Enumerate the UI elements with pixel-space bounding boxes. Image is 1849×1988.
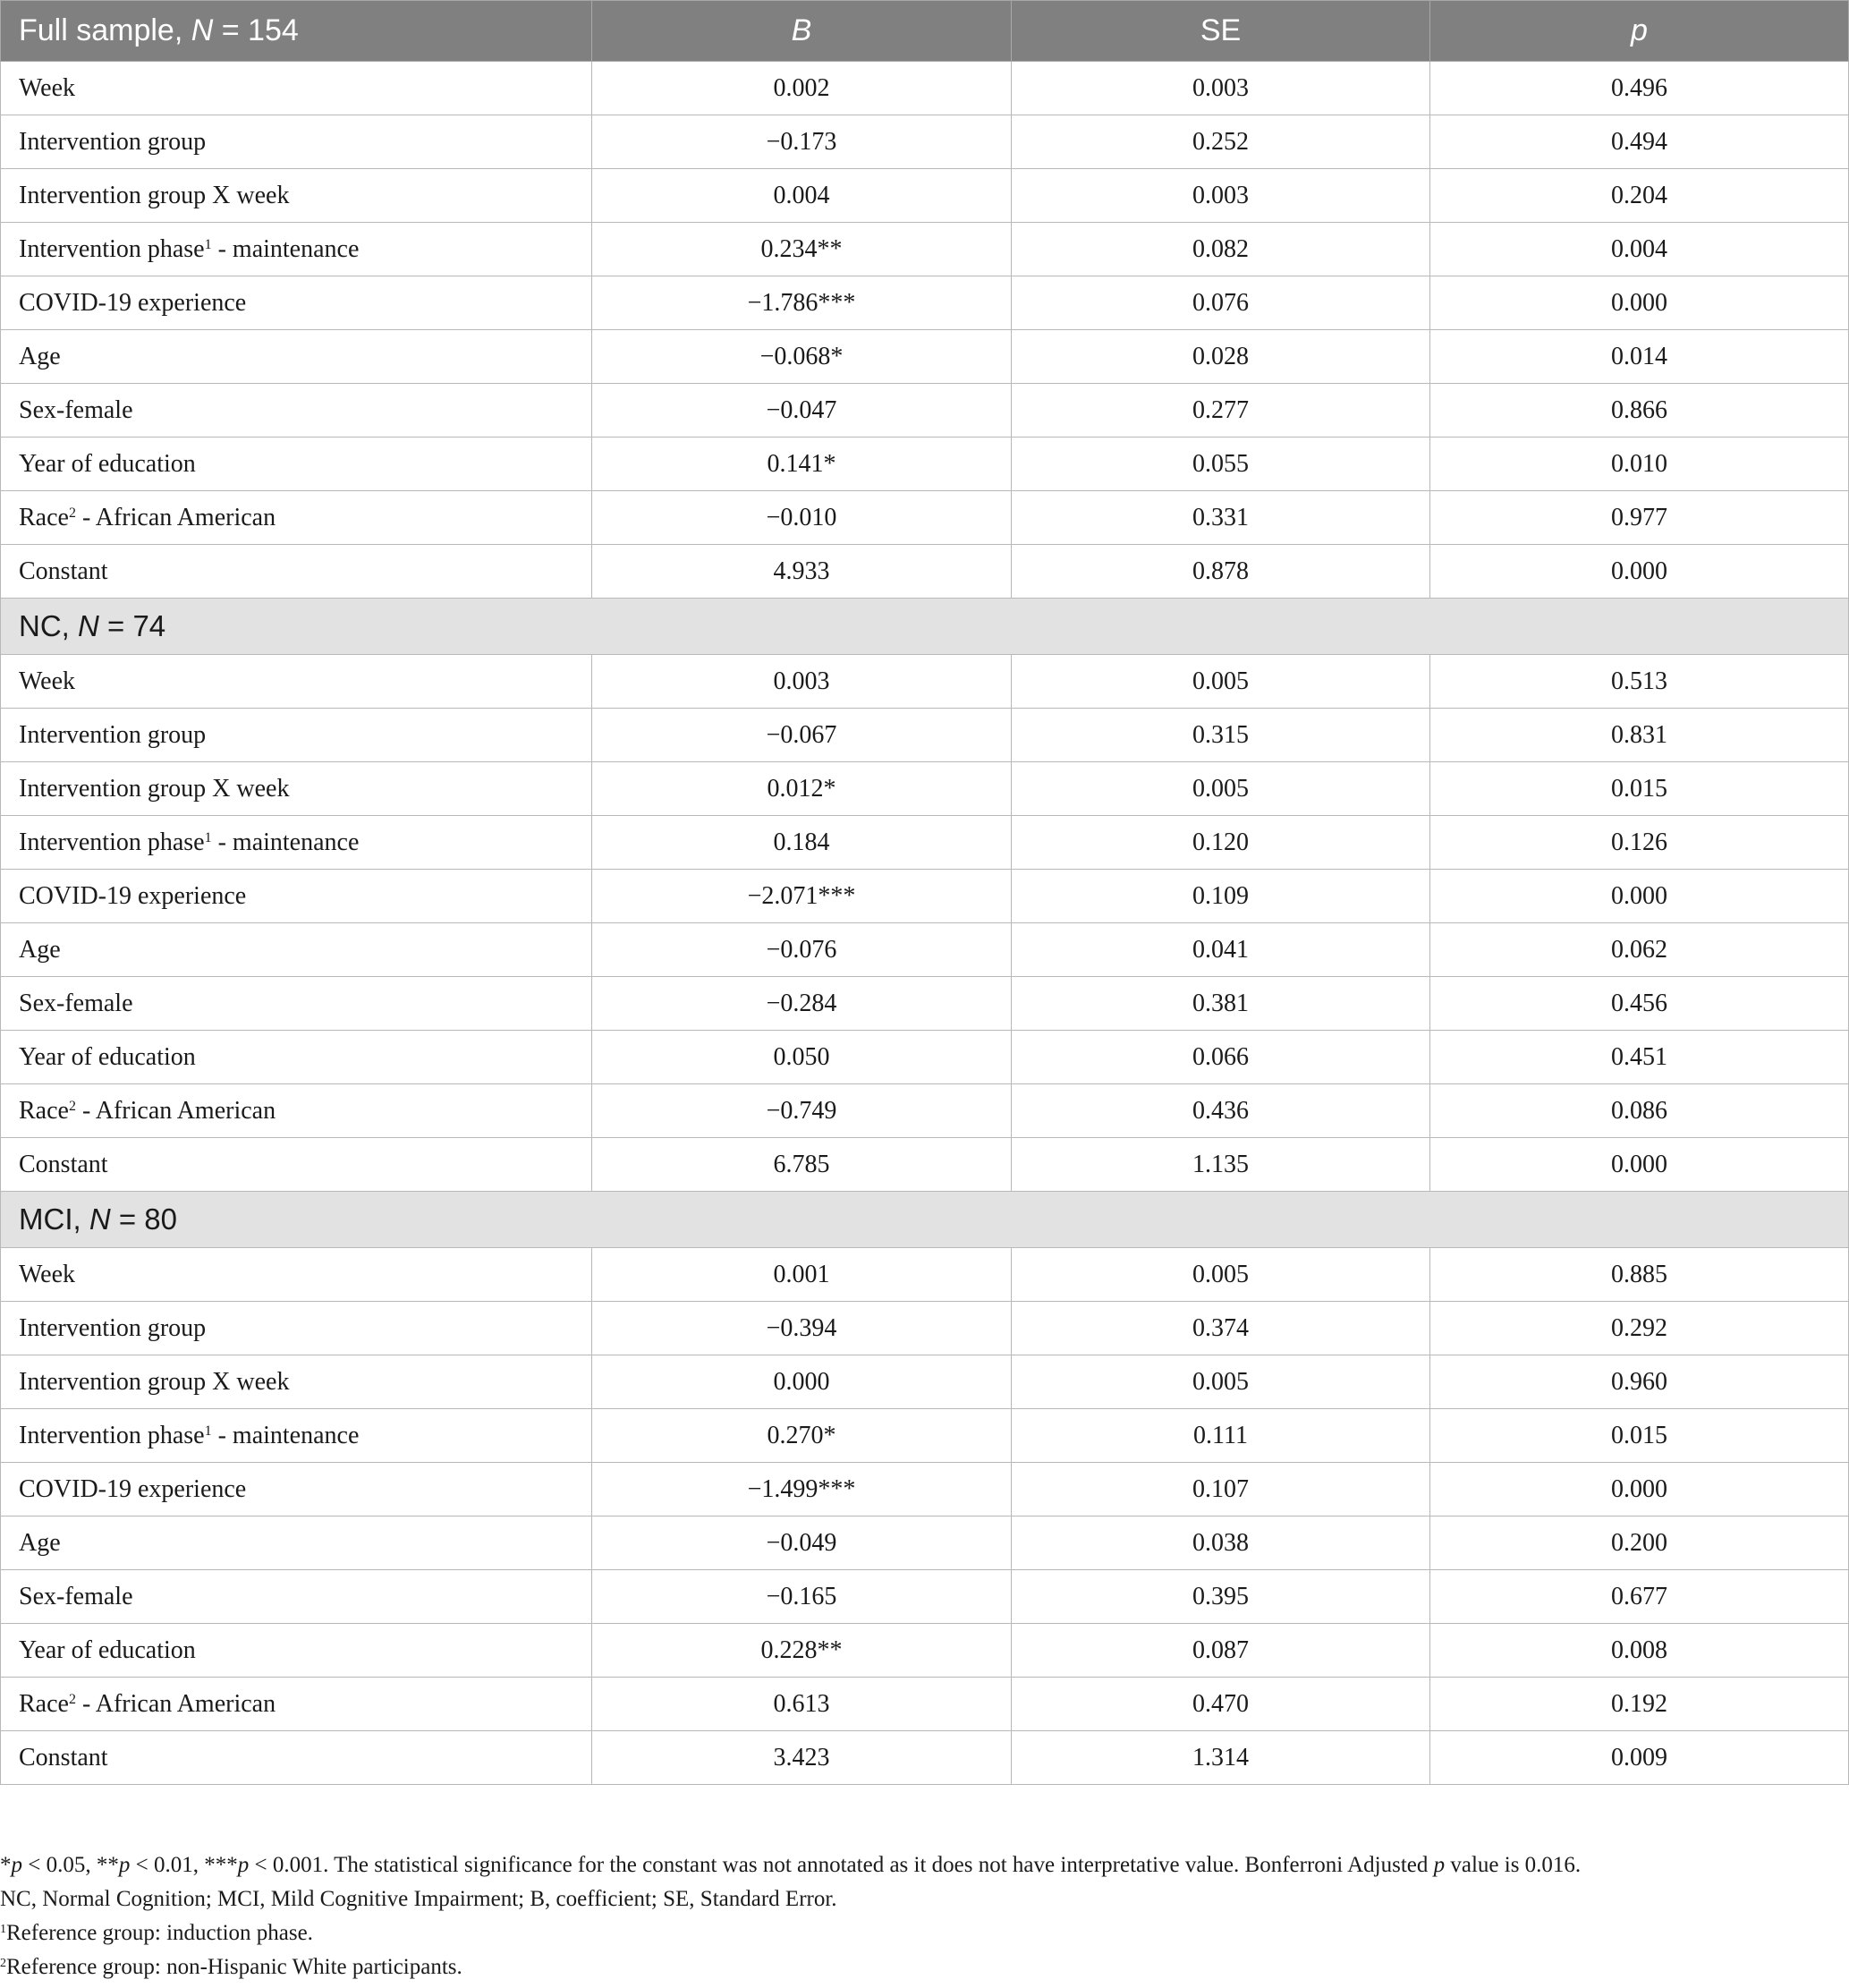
table-row bbox=[1, 870, 1849, 923]
cell-b: 0.234** bbox=[592, 223, 1012, 276]
row-label: Race$^2$ - African American bbox=[1, 1084, 592, 1138]
cell-p: 0.677 bbox=[1430, 1570, 1849, 1624]
table-row bbox=[1, 1138, 1849, 1192]
cell-b: 0.141* bbox=[592, 438, 1012, 491]
row-label: Race$^2$ - African American bbox=[1, 1678, 592, 1731]
significance-note: *p < 0.05, **p < 0.01, ***p < 0.001. The statistical significance for the constant was not annotated as it does not have interpretative value. Bonferroni Adjusted p value is 0.016. bbox=[0, 1853, 1582, 1877]
cell-se: 0.076 bbox=[1012, 276, 1430, 330]
cell-p: 0.086 bbox=[1430, 1084, 1849, 1138]
table-row bbox=[1, 545, 1849, 599]
cell-p: 0.513 bbox=[1430, 655, 1849, 709]
cell-se: 0.005 bbox=[1012, 655, 1430, 709]
cell-se: 0.374 bbox=[1012, 1302, 1430, 1355]
cell-p: 0.292 bbox=[1430, 1302, 1849, 1355]
table-row bbox=[1, 1678, 1849, 1731]
cell-se: 0.003 bbox=[1012, 169, 1430, 223]
row-label: Intervention phase$^1$ - maintenance bbox=[1, 1409, 592, 1463]
cell-p: 0.062 bbox=[1430, 923, 1849, 977]
cell-b: 3.423 bbox=[592, 1731, 1012, 1785]
row-label: Sex-female bbox=[1, 977, 592, 1031]
table-row bbox=[1, 1248, 1849, 1302]
cell-p: 0.015 bbox=[1430, 762, 1849, 816]
cell-se: 0.395 bbox=[1012, 1570, 1430, 1624]
group-header-row bbox=[1, 599, 1849, 655]
row-label: COVID-19 experience bbox=[1, 276, 592, 330]
row-label: Intervention group bbox=[1, 1302, 592, 1355]
cell-p: 0.831 bbox=[1430, 709, 1849, 762]
cell-se: 0.109 bbox=[1012, 870, 1430, 923]
cell-p: 0.960 bbox=[1430, 1355, 1849, 1409]
header-b: B bbox=[592, 1, 1012, 62]
row-label: Race$^2$ - African American bbox=[1, 491, 592, 545]
cell-p: 0.008 bbox=[1430, 1624, 1849, 1678]
cell-se: 0.878 bbox=[1012, 545, 1430, 599]
cell-b: 0.050 bbox=[592, 1031, 1012, 1084]
group-title: NC, N = 74 bbox=[1, 599, 1849, 655]
row-label: Intervention phase$^1$ - maintenance bbox=[1, 223, 592, 276]
cell-b: −0.076 bbox=[592, 923, 1012, 977]
table-row bbox=[1, 1084, 1849, 1138]
table-row bbox=[1, 1516, 1849, 1570]
cell-b: −0.165 bbox=[592, 1570, 1012, 1624]
cell-p: 0.456 bbox=[1430, 977, 1849, 1031]
table-row bbox=[1, 816, 1849, 870]
cell-se: 0.055 bbox=[1012, 438, 1430, 491]
cell-p: 0.866 bbox=[1430, 384, 1849, 438]
reference-note-1: $^1$Reference group: induction phase. bbox=[0, 1921, 313, 1945]
table-row bbox=[1, 923, 1849, 977]
cell-b: 0.002 bbox=[592, 62, 1012, 115]
cell-se: 0.005 bbox=[1012, 1355, 1430, 1409]
header-full-sample: Full sample, N = 154 bbox=[1, 1, 592, 62]
row-label: Constant bbox=[1, 1731, 592, 1785]
table-row bbox=[1, 1731, 1849, 1785]
cell-b: −0.047 bbox=[592, 384, 1012, 438]
row-label: Constant bbox=[1, 1138, 592, 1192]
table-row bbox=[1, 762, 1849, 816]
cell-se: 0.107 bbox=[1012, 1463, 1430, 1516]
cell-se: 0.381 bbox=[1012, 977, 1430, 1031]
cell-b: 0.184 bbox=[592, 816, 1012, 870]
cell-b: −0.010 bbox=[592, 491, 1012, 545]
cell-se: 0.028 bbox=[1012, 330, 1430, 384]
table-row bbox=[1, 1355, 1849, 1409]
cell-b: 0.000 bbox=[592, 1355, 1012, 1409]
cell-se: 1.314 bbox=[1012, 1731, 1430, 1785]
cell-b: −0.173 bbox=[592, 115, 1012, 169]
cell-p: 0.192 bbox=[1430, 1678, 1849, 1731]
cell-b: 0.001 bbox=[592, 1248, 1012, 1302]
cell-p: 0.126 bbox=[1430, 816, 1849, 870]
cell-p: 0.200 bbox=[1430, 1516, 1849, 1570]
cell-se: 0.470 bbox=[1012, 1678, 1430, 1731]
row-label: Age bbox=[1, 923, 592, 977]
cell-se: 0.331 bbox=[1012, 491, 1430, 545]
cell-se: 0.120 bbox=[1012, 816, 1430, 870]
cell-b: −0.067 bbox=[592, 709, 1012, 762]
cell-p: 0.494 bbox=[1430, 115, 1849, 169]
cell-se: 0.005 bbox=[1012, 762, 1430, 816]
cell-b: −0.068* bbox=[592, 330, 1012, 384]
cell-b: 0.003 bbox=[592, 655, 1012, 709]
table-row bbox=[1, 1624, 1849, 1678]
reference-note-2: $^2$Reference group: non-Hispanic White participants. bbox=[0, 1955, 462, 1979]
row-label: Sex-female bbox=[1, 384, 592, 438]
cell-b: 6.785 bbox=[592, 1138, 1012, 1192]
cell-se: 0.252 bbox=[1012, 115, 1430, 169]
table-row bbox=[1, 62, 1849, 115]
row-label: Year of education bbox=[1, 1624, 592, 1678]
cell-p: 0.000 bbox=[1430, 1138, 1849, 1192]
cell-se: 0.066 bbox=[1012, 1031, 1430, 1084]
row-label: Constant bbox=[1, 545, 592, 599]
row-label: Intervention group bbox=[1, 115, 592, 169]
cell-b: 4.933 bbox=[592, 545, 1012, 599]
abbreviation-note: NC, Normal Cognition; MCI, Mild Cognitive Impairment; B, coefficient; SE, Standard Error. bbox=[0, 1887, 837, 1911]
cell-p: 0.000 bbox=[1430, 276, 1849, 330]
cell-se: 0.005 bbox=[1012, 1248, 1430, 1302]
cell-b: 0.012* bbox=[592, 762, 1012, 816]
cell-b: −1.499*** bbox=[592, 1463, 1012, 1516]
table-row bbox=[1, 276, 1849, 330]
cell-se: 0.111 bbox=[1012, 1409, 1430, 1463]
cell-se: 0.436 bbox=[1012, 1084, 1430, 1138]
table-row bbox=[1, 384, 1849, 438]
cell-p: 0.204 bbox=[1430, 169, 1849, 223]
cell-p: 0.496 bbox=[1430, 62, 1849, 115]
group-title: MCI, N = 80 bbox=[1, 1192, 1849, 1248]
table-row bbox=[1, 977, 1849, 1031]
cell-b: −2.071*** bbox=[592, 870, 1012, 923]
row-label: Year of education bbox=[1, 438, 592, 491]
table-row bbox=[1, 115, 1849, 169]
cell-b: 0.270* bbox=[592, 1409, 1012, 1463]
cell-p: 0.004 bbox=[1430, 223, 1849, 276]
cell-p: 0.451 bbox=[1430, 1031, 1849, 1084]
cell-se: 0.315 bbox=[1012, 709, 1430, 762]
row-label: Intervention group X week bbox=[1, 1355, 592, 1409]
cell-se: 0.082 bbox=[1012, 223, 1430, 276]
cell-p: 0.977 bbox=[1430, 491, 1849, 545]
cell-se: 0.038 bbox=[1012, 1516, 1430, 1570]
table-row bbox=[1, 169, 1849, 223]
cell-p: 0.000 bbox=[1430, 545, 1849, 599]
cell-b: −0.284 bbox=[592, 977, 1012, 1031]
cell-p: 0.015 bbox=[1430, 1409, 1849, 1463]
table-row bbox=[1, 655, 1849, 709]
row-label: Age bbox=[1, 1516, 592, 1570]
cell-p: 0.009 bbox=[1430, 1731, 1849, 1785]
cell-p: 0.000 bbox=[1430, 1463, 1849, 1516]
cell-se: 0.003 bbox=[1012, 62, 1430, 115]
table-header-row bbox=[1, 1, 1849, 62]
row-label: COVID-19 experience bbox=[1, 870, 592, 923]
row-label: Week bbox=[1, 62, 592, 115]
row-label: Intervention group X week bbox=[1, 169, 592, 223]
table-row bbox=[1, 438, 1849, 491]
cell-se: 1.135 bbox=[1012, 1138, 1430, 1192]
table-row bbox=[1, 1031, 1849, 1084]
table-row bbox=[1, 491, 1849, 545]
cell-se: 0.087 bbox=[1012, 1624, 1430, 1678]
row-label: Year of education bbox=[1, 1031, 592, 1084]
row-label: Intervention phase$^1$ - maintenance bbox=[1, 816, 592, 870]
cell-b: −1.786*** bbox=[592, 276, 1012, 330]
cell-p: 0.014 bbox=[1430, 330, 1849, 384]
cell-b: −0.394 bbox=[592, 1302, 1012, 1355]
header-p: p bbox=[1430, 1, 1849, 62]
table-row bbox=[1, 709, 1849, 762]
table-row bbox=[1, 223, 1849, 276]
table-row bbox=[1, 1570, 1849, 1624]
cell-p: 0.000 bbox=[1430, 870, 1849, 923]
header-se: SE bbox=[1012, 1, 1430, 62]
cell-b: −0.049 bbox=[592, 1516, 1012, 1570]
cell-p: 0.010 bbox=[1430, 438, 1849, 491]
row-label: Week bbox=[1, 1248, 592, 1302]
table-row bbox=[1, 1409, 1849, 1463]
table-row bbox=[1, 1463, 1849, 1516]
row-label: Intervention group bbox=[1, 709, 592, 762]
table-row bbox=[1, 1302, 1849, 1355]
row-label: COVID-19 experience bbox=[1, 1463, 592, 1516]
cell-b: 0.228** bbox=[592, 1624, 1012, 1678]
row-label: Intervention group X week bbox=[1, 762, 592, 816]
row-label: Week bbox=[1, 655, 592, 709]
row-label: Age bbox=[1, 330, 592, 384]
row-label: Sex-female bbox=[1, 1570, 592, 1624]
cell-b: 0.613 bbox=[592, 1678, 1012, 1731]
table-footnotes bbox=[0, 1848, 1843, 1984]
cell-b: −0.749 bbox=[592, 1084, 1012, 1138]
cell-se: 0.041 bbox=[1012, 923, 1430, 977]
cell-se: 0.277 bbox=[1012, 384, 1430, 438]
table-row bbox=[1, 330, 1849, 384]
cell-p: 0.885 bbox=[1430, 1248, 1849, 1302]
group-header-row bbox=[1, 1192, 1849, 1248]
cell-b: 0.004 bbox=[592, 169, 1012, 223]
